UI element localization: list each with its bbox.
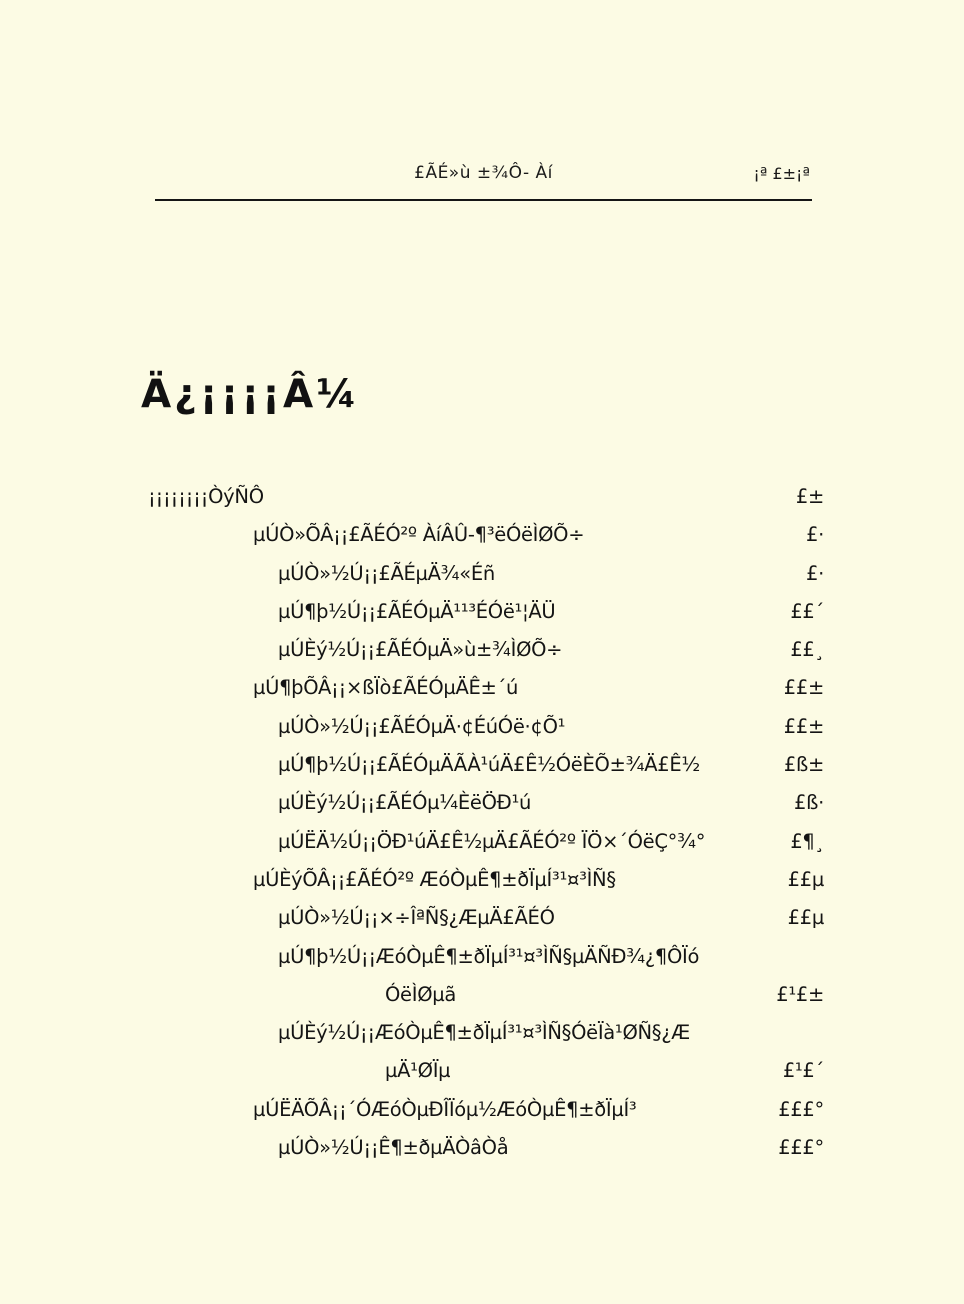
toc-page-number: £ß· xyxy=(794,791,824,815)
toc-page-number: £¹£± xyxy=(776,982,824,1006)
toc-page-number: ££¸ xyxy=(790,638,824,662)
toc-row xyxy=(148,1129,824,1167)
toc-page-number: £ß± xyxy=(783,753,824,777)
toc-entry-text: µÚÒ»ÕÂ¡¡£ÃÉÓ²º ÀíÂÛ-¶³ëÓëÌØÕ÷ xyxy=(253,523,585,547)
running-header xyxy=(155,163,812,189)
toc-entry-text: µÚËÄÕÂ¡¡´ÓÆóÒµÐÎÏóµ½ÆóÒµÊ¶±ðÏµÍ³ xyxy=(253,1097,637,1121)
toc-entry-text: µÚÈý½Ú¡¡ÆóÒµÊ¶±ðÏµÍ³¹¤³ÌÑ§ÓëÏà¹ØÑ§¿Æ xyxy=(278,1021,690,1045)
toc-row xyxy=(148,823,824,861)
toc-row xyxy=(148,555,824,593)
toc-row xyxy=(148,746,824,784)
toc-row xyxy=(148,1052,824,1090)
toc-row xyxy=(148,1014,824,1052)
toc-page-number: £¶¸ xyxy=(790,829,824,853)
page-title: Ä¿¡¡¡¡Â¼ xyxy=(141,372,360,417)
toc-page-number: £¹£´ xyxy=(782,1059,824,1083)
running-header-page-number: ¡ª £±¡ª xyxy=(753,164,810,183)
toc-entry-text: µÚ¶þ½Ú¡¡£ÃÉÓµÄ¹¹³ÉÓë¹¦ÄÜ xyxy=(278,599,556,623)
toc-row xyxy=(148,1091,824,1129)
toc-entry-text: µÚÒ»½Ú¡¡Ê¶±ðµÄÒâÒå xyxy=(278,1136,509,1160)
toc-page-number: £· xyxy=(805,561,824,585)
toc-entry-text: µÚ¶þ½Ú¡¡£ÃÉÓµÄÃÀ¹úÄ£Ê½ÓëÈÕ±¾Ä£Ê½ xyxy=(278,753,700,777)
toc-row xyxy=(148,669,824,707)
toc-page-number: ££µ xyxy=(787,867,824,891)
toc-row xyxy=(148,593,824,631)
toc-page-number: ££µ xyxy=(787,906,824,930)
toc-entry-text: µÚ¶þ½Ú¡¡ÆóÒµÊ¶±ðÏµÍ³¹¤³ÌÑ§µÄÑÐ¾¿¶ÔÏó xyxy=(278,944,700,968)
running-header-title: £ÃÉ»ù ±¾Ô- Àí xyxy=(414,163,553,183)
toc-row xyxy=(148,516,824,554)
toc-row xyxy=(148,708,824,746)
toc-page-number: £££° xyxy=(778,1136,824,1160)
toc-entry-text: µÚÒ»½Ú¡¡£ÃÉÓµÄ·¢ÉúÓë·¢Õ¹ xyxy=(278,714,566,738)
toc-entry-text: µÚ¶þÕÂ¡¡×ßÏò£ÃÉÓµÄÊ±´ú xyxy=(253,676,519,700)
header-rule xyxy=(155,199,812,201)
toc-page-number: ££± xyxy=(783,676,824,700)
table-of-contents xyxy=(148,478,824,1167)
toc-page-number: £££° xyxy=(778,1097,824,1121)
toc-page-number: ££´ xyxy=(790,599,824,623)
toc-page-number: £· xyxy=(805,523,824,547)
toc-entry-text: µÚÒ»½Ú¡¡×÷ÎªÑ§¿ÆµÄ£ÃÉÓ xyxy=(278,906,555,930)
toc-row xyxy=(148,631,824,669)
toc-entry-text: µÚÈý½Ú¡¡£ÃÉÓµ¼ÈëÖÐ¹ú xyxy=(278,791,532,815)
toc-entry-text: µÚÈýÕÂ¡¡£ÃÉÓ²º ÆóÒµÊ¶±ðÏµÍ³¹¤³ÌÑ§ xyxy=(253,867,616,891)
toc-row xyxy=(148,478,824,516)
toc-row xyxy=(148,784,824,822)
toc-page-number: ££± xyxy=(783,714,824,738)
toc-page-number: £± xyxy=(795,485,824,508)
toc-entry-text: ¡¡¡¡¡¡¡¡ÒýÑÔ xyxy=(148,485,264,508)
toc-row xyxy=(148,899,824,937)
toc-row xyxy=(148,976,824,1014)
toc-entry-text: µÄ¹ØÏµ xyxy=(385,1059,451,1083)
toc-row xyxy=(148,861,824,899)
toc-entry-text: ÓëÌØµã xyxy=(385,982,457,1006)
toc-row xyxy=(148,938,824,976)
toc-entry-text: µÚÈý½Ú¡¡£ÃÉÓµÄ»ù±¾ÌØÕ÷ xyxy=(278,638,563,662)
toc-entry-text: µÚÒ»½Ú¡¡£ÃÉµÄ¾«Éñ xyxy=(278,561,495,585)
toc-entry-text: µÚËÄ½Ú¡¡ÖÐ¹úÄ£Ê½µÄ£ÃÉÓ²º ÏÖ×´ÓëÇ°¾° xyxy=(278,829,706,853)
